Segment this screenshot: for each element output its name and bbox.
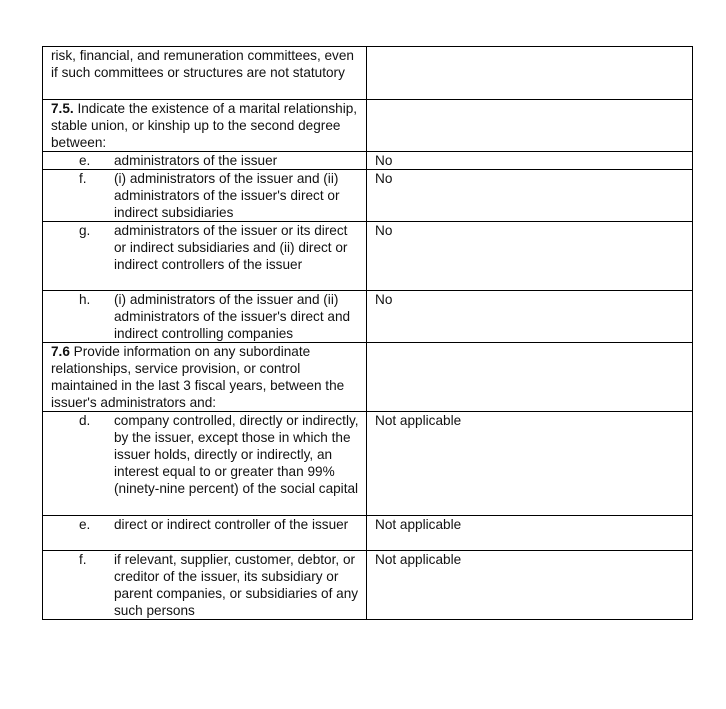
table-row <box>43 551 693 620</box>
answer-cell: Not applicable <box>367 516 693 551</box>
section-text: Indicate the existence of a marital relationship, stable union, or kinship up to the second degree between: <box>51 101 358 150</box>
item-letter: e. <box>79 517 91 532</box>
item-cell <box>43 516 367 551</box>
answer-cell: Not applicable <box>367 412 693 516</box>
item-cell <box>43 412 367 516</box>
item-text: administrators of the issuer <box>114 153 278 168</box>
table-row <box>43 516 693 551</box>
continuation-text: risk, financial, and remuneration committees, even if such committees or structures are not statutory <box>43 47 367 100</box>
item-text: direct or indirect controller of the issuer <box>114 517 349 532</box>
section-number: 7.5. <box>51 101 74 116</box>
answer-cell: Not applicable <box>367 551 693 620</box>
table-row <box>43 222 693 291</box>
table-row <box>43 291 693 343</box>
answer-cell: No <box>367 152 693 170</box>
table-row <box>43 412 693 516</box>
section-7-6-question <box>43 343 367 412</box>
item-letter: h. <box>79 292 91 307</box>
answer-cell: No <box>367 170 693 222</box>
item-letter: e. <box>79 153 91 168</box>
answer-cell: No <box>367 222 693 291</box>
item-cell <box>43 291 367 343</box>
table-row <box>43 170 693 222</box>
item-cell <box>43 152 367 170</box>
item-letter: f. <box>79 552 87 567</box>
section-number: 7.6 <box>51 344 70 359</box>
item-cell <box>43 170 367 222</box>
item-letter: d. <box>79 413 91 428</box>
section-7-5-question <box>43 100 367 152</box>
section-text: Provide information on any subordinate relationships, service provision, or control maintained in the last 3 fiscal years, between the issuer's administrators and: <box>51 344 345 410</box>
item-text: administrators of the issuer or its direct or indirect subsidiaries and (ii) direct or indirect controllers of the issuer <box>114 223 348 272</box>
table-row <box>43 47 693 100</box>
answer-cell-empty <box>367 47 693 100</box>
item-text: (i) administrators of the issuer and (ii) administrators of the issuer's direct or indirect subsidiaries <box>114 171 340 220</box>
item-text: company controlled, directly or indirectly, by the issuer, except those in which the issuer holds, directly or indirectly, an interest equal to or greater than 99% (ninety-nine percent) of the social capital <box>114 413 359 496</box>
answer-cell-empty <box>367 100 693 152</box>
table-row <box>43 343 693 412</box>
item-text: if relevant, supplier, customer, debtor, or creditor of the issuer, its subsidiary or parent companies, or subsidiaries of any such persons <box>114 552 359 618</box>
item-letter: g. <box>79 223 91 238</box>
item-cell <box>43 551 367 620</box>
item-text: (i) administrators of the issuer and (ii) administrators of the issuer's direct and indirect controlling companies <box>114 292 351 341</box>
table-row <box>43 100 693 152</box>
item-letter: f. <box>79 171 87 186</box>
answer-cell-empty <box>367 343 693 412</box>
answer-cell: No <box>367 291 693 343</box>
table-row <box>43 152 693 170</box>
item-cell <box>43 222 367 291</box>
disclosure-table <box>42 46 693 620</box>
